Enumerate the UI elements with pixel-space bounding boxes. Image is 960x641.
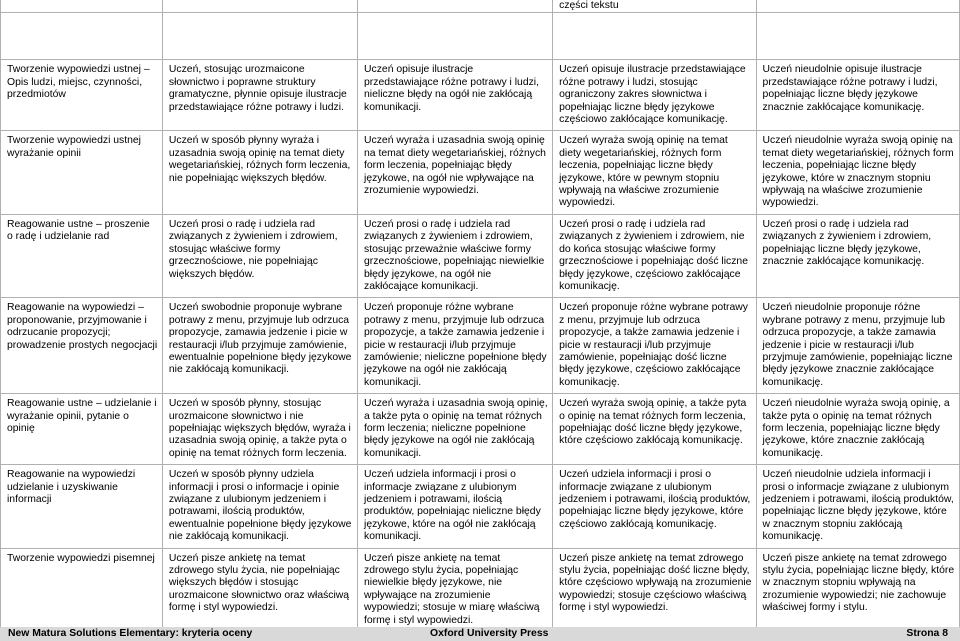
gap-cell [756,13,959,60]
skill-label: Reagowanie na wypowiedzi – proponowanie, przyjmowanie i odrzucanie propozycji; prowadzenie prostych negocjacji [1,298,163,394]
criteria-cell: Uczeń nieudolnie wyraża swoją opinię na temat diety wegetariańskiej, różnych form leczenia, popełniając liczne błędy językowe, które w znacznym stopniu wpływają na właściwe zrozumienie wypowiedzi. [756,131,959,214]
table-row [1,214,960,297]
criteria-cell: Uczeń wyraża swoją opinię, a także pyta o opinię na temat różnych form leczenia, popełniając dość liczne błędy językowe, które częściowo zakłócają komunikację. [553,394,756,465]
criteria-cell: Uczeń swobodnie proponuje wybrane potrawy z menu, przyjmuje lub odrzuca propozycje, zamawia jedzenie i picie w restauracji i/lub przyjmuje zamówienie, ewentualnie popełnione błędy językowe nie zakłócają komunikacji. [162,298,357,394]
criteria-cell: Uczeń nieudolnie proponuje różne wybrane potrawy z menu, przyjmuje lub odrzuca propozycje, a także zamawia jedzenie i picie w restauracji i/lub przyjmuje zamówienie, popełniając liczne błędy językowe znacznie zakłócające komunikację. [756,298,959,394]
table-row [1,298,960,394]
criteria-cell: Uczeń udziela informacji i prosi o informacje związane z ulubionym jedzeniem i potrawami, ilością produktów, popełniając liczne błędy językowe, które częściowo zakłócają komunikację. [553,465,756,548]
header-cell-empty [162,0,357,13]
table-header-row [1,0,960,13]
gap-cell [1,13,163,60]
criteria-cell: Uczeń proponuje różne wybrane potrawy z menu, przyjmuje lub odrzuca propozycje, a także zamawia jedzenie i picie w restauracji i/lub przyjmuje zamówienie; nieliczne popełnione błędy językowe na ogół nie zakłócają komunikacji. [358,298,553,394]
criteria-cell: Uczeń prosi o radę i udziela rad związanych z żywieniem i zdrowiem, stosując przeważnie właściwe formy grzecznościowe, popełniając niewielkie błędy językowe, na ogół nie zakłócające komunikacji. [358,214,553,297]
criteria-cell: Uczeń proponuje różne wybrane potrawy z menu, przyjmuje lub odrzuca propozycje, a także zamawia jedzenie i picie w restauracji i/lub przyjmuje zamówienie, popełniając dość liczne błędy językowe, częściowo zakłócające komunikację. [553,298,756,394]
header-cell-empty [1,0,163,13]
footer-page-number: Strona 8 [906,628,948,639]
criteria-cell: Uczeń nieudolnie wyraża swoją opinię, a także pyta o opinię na temat różnych form leczenia, popełniając liczne błędy językowe, które znacznie zakłócają komunikację. [756,394,959,465]
criteria-cell: Uczeń w sposób płynny wyraża i uzasadnia swoją opinię na temat diety wegetariańskiej, różnych form leczenia, nie popełniając większych błędów. [162,131,357,214]
criteria-cell: Uczeń prosi o radę i udziela rad związanych z żywieniem i zdrowiem, popełniając liczne błędy językowe, znacznie zakłócające komunikację. [756,214,959,297]
criteria-cell: Uczeń prosi o radę i udziela rad związanych z żywieniem i zdrowiem, nie do końca stosując właściwe formy grzecznościowe i popełniając dość liczne błędy językowe, częściowo zakłócające komunikację. [553,214,756,297]
table-row [1,548,960,637]
criteria-cell: Uczeń pisze ankietę na temat zdrowego stylu życia, popełniając niewielkie błędy językowe, nie wpływające na zrozumienie wypowiedzi; stosuje w miarę właściwą formę i styl wypowiedzi. [358,548,553,637]
skill-label: Tworzenie wypowiedzi pisemnej [1,548,163,637]
header-cell-empty [358,0,553,13]
skill-label: Reagowanie na wypowiedzi udzielanie i uzyskiwanie informacji [1,465,163,548]
criteria-cell: Uczeń prosi o radę i udziela rad związanych z żywieniem i zdrowiem, stosując właściwe formy grzecznościowe, nie popełniając większych błędów. [162,214,357,297]
table-gap-row [1,13,960,60]
criteria-cell: Uczeń, stosując urozmaicone słownictwo i poprawne struktury gramatyczne, płynnie opisuje ilustracje przedstawiające różne potrawy i ludzi. [162,60,357,131]
footer-title: New Matura Solutions Elementary: kryteria oceny [8,628,253,639]
footer-publisher: Oxford University Press [430,628,549,639]
gap-cell [162,13,357,60]
criteria-cell: Uczeń pisze ankietę na temat zdrowego stylu życia, popełniając dość liczne błędy, które częściowo wpływają na zrozumienie wypowiedzi; stosuje częściowo właściwą formę i styl wypowiedzi. [553,548,756,637]
skill-label: Tworzenie wypowiedzi ustnej – Opis ludzi, miejsc, czynności, przedmiotów [1,60,163,131]
criteria-cell: Uczeń wyraża i uzasadnia swoją opinię, a także pyta o opinię na temat różnych form leczenia; nieliczne popełnione błędy językowe na ogół nie zakłócają komunikacji. [358,394,553,465]
criteria-cell: Uczeń nieudolnie opisuje ilustracje przedstawiające różne potrawy i ludzi, popełniając liczne błędy językowe znacznie zakłócające komunikację. [756,60,959,131]
skill-label: Reagowanie ustne – udzielanie i wyrażanie opinii, pytanie o opinię [1,394,163,465]
criteria-cell: Uczeń udziela informacji i prosi o informacje związane z ulubionym jedzeniem i potrawami, ilością produktów, popełniając nieliczne błędy językowe, które na ogół nie zakłócają komunikacji. [358,465,553,548]
gap-cell [358,13,553,60]
page-footer [0,627,960,641]
criteria-cell: Uczeń opisuje ilustracje przedstawiające różne potrawy i ludzi, stosując ograniczony zakres słownictwa i popełniając liczne błędy językowe częściowo zakłócające komunikację. [553,60,756,131]
criteria-cell: Uczeń pisze ankietę na temat zdrowego stylu życia, nie popełniając większych błędów i stosując urozmaicone słownictwo oraz właściwą formę i styl wypowiedzi. [162,548,357,637]
table-row [1,131,960,214]
criteria-cell: Uczeń nieudolnie udziela informacji i prosi o informacje związane z ulubionym jedzeniem i potrawami, ilością produktów, popełniając liczne błędy językowe, które w znacznym stopniu zakłócają komunikację. [756,465,959,548]
header-part-label: części tekstu [553,0,756,13]
criteria-cell: Uczeń wyraża i uzasadnia swoją opinię na temat diety wegetariańskiej, różnych form leczenia, popełniając błędy językowe, na ogół nie wpływające na zrozumienie wypowiedzi. [358,131,553,214]
table-row [1,394,960,465]
header-cell-empty [756,0,959,13]
gap-cell [553,13,756,60]
criteria-cell: Uczeń pisze ankietę na temat zdrowego stylu życia, popełniając liczne błędy, które w znacznym stopniu wpływają na zrozumienie wypowiedzi; nie zachowuje właściwej formy i stylu. [756,548,959,637]
criteria-cell: Uczeń w sposób płynny, stosując urozmaicone słownictwo i nie popełniając większych błędów, wyraża i uzasadnia swoją opinię, a także pyta o opinię na temat różnych form leczenia. [162,394,357,465]
criteria-cell: Uczeń wyraża swoją opinię na temat diety wegetariańskiej, różnych form leczenia, popełniając liczne błędy językowe, które w pewnym stopniu wpływają na właściwe zrozumienie wypowiedzi. [553,131,756,214]
table-row [1,465,960,548]
skill-label: Tworzenie wypowiedzi ustnej wyrażanie opinii [1,131,163,214]
criteria-cell: Uczeń w sposób płynny udziela informacji i prosi o informacje i opinie związane z ulubionym jedzeniem i potrawami, ilością produktów, ewentualnie popełnione błędy językowe nie zakłócają komunikacji. [162,465,357,548]
criteria-cell: Uczeń opisuje ilustracje przedstawiające różne potrawy i ludzi, nieliczne błędy na ogół nie zakłócają komunikacji. [358,60,553,131]
skill-label: Reagowanie ustne – proszenie o radę i udzielanie rad [1,214,163,297]
table-row [1,60,960,131]
